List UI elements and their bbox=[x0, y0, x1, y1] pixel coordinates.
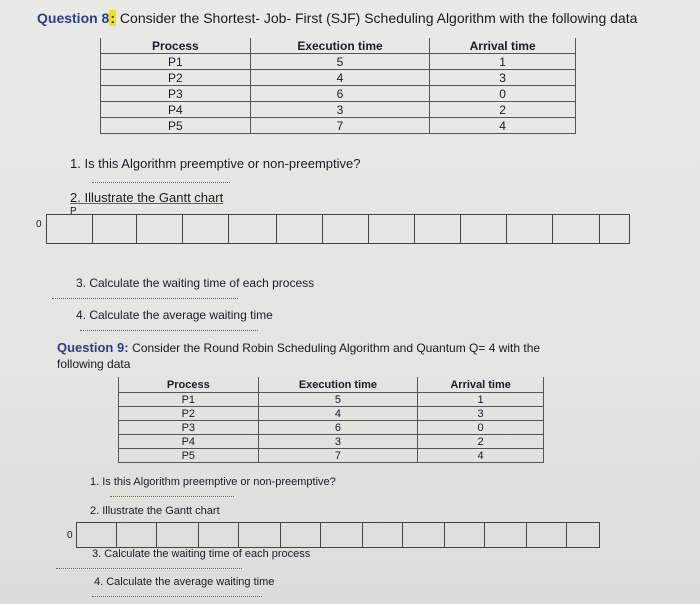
q9-cell: 6 bbox=[258, 421, 418, 435]
table-row bbox=[119, 449, 544, 463]
q8-item-4: 4. Calculate the average waiting time bbox=[76, 308, 273, 322]
q9-cell: P5 bbox=[119, 449, 259, 463]
gantt-cell bbox=[199, 523, 239, 547]
q8-cell: P1 bbox=[101, 54, 251, 70]
answer-line bbox=[52, 298, 238, 299]
gantt-cell bbox=[239, 523, 281, 547]
gantt-cell bbox=[445, 523, 485, 547]
gantt-cell bbox=[363, 523, 403, 547]
q9-label: Question 9 bbox=[57, 340, 125, 355]
q9-item-2: 2. Illustrate the Gantt chart bbox=[90, 505, 220, 517]
q8-cell: P5 bbox=[101, 118, 251, 134]
gantt-cell bbox=[229, 215, 277, 243]
q9-item-4: 4. Calculate the average waiting time bbox=[94, 576, 275, 588]
table-row bbox=[101, 54, 576, 70]
q9-gantt-chart bbox=[76, 522, 600, 548]
q8-cell: P4 bbox=[101, 102, 251, 118]
answer-line bbox=[92, 596, 262, 597]
q8-header-arrival: Arrival time bbox=[430, 38, 576, 54]
gantt-cell bbox=[600, 215, 629, 243]
q9-table bbox=[118, 377, 544, 463]
q8-cell: 0 bbox=[430, 86, 576, 102]
q9-cell: 2 bbox=[418, 435, 544, 449]
q8-gantt-zero: 0 bbox=[36, 219, 42, 230]
q8-text: Consider the Shortest- Job- First (SJF) Scheduling Algorithm with the following data bbox=[119, 10, 638, 26]
q9-colon: : bbox=[124, 340, 129, 355]
q8-item-3: 3. Calculate the waiting time of each process bbox=[76, 276, 315, 290]
q9-cell: 7 bbox=[258, 449, 418, 463]
gantt-cell bbox=[93, 215, 137, 243]
gantt-cell bbox=[415, 215, 461, 243]
gantt-cell bbox=[485, 523, 527, 547]
q8-cell: P3 bbox=[101, 86, 251, 102]
gantt-cell bbox=[277, 215, 323, 243]
gantt-cell bbox=[281, 523, 321, 547]
gantt-cell bbox=[183, 215, 229, 243]
table-row bbox=[101, 118, 576, 134]
q9-text: Consider the Round Robin Scheduling Algorithm and Quantum Q= 4 with the bbox=[132, 341, 541, 355]
q8-table bbox=[100, 38, 576, 134]
q8-header-process: Process bbox=[101, 38, 251, 54]
q9-cell: 4 bbox=[418, 449, 544, 463]
q9-cell: 0 bbox=[418, 421, 544, 435]
q9-cell: 5 bbox=[258, 393, 418, 407]
table-row bbox=[101, 102, 576, 118]
gantt-cell bbox=[323, 215, 369, 243]
q9-cell: 1 bbox=[418, 393, 544, 407]
q9-cell: P4 bbox=[119, 435, 259, 449]
gantt-cell bbox=[461, 215, 507, 243]
table-row bbox=[101, 70, 576, 86]
answer-line bbox=[80, 330, 258, 331]
answer-line bbox=[56, 568, 242, 569]
q9-title bbox=[57, 340, 540, 355]
q8-cell: P2 bbox=[101, 70, 251, 86]
gantt-cell bbox=[157, 523, 199, 547]
q9-cell: 3 bbox=[258, 435, 418, 449]
q9-cell: P3 bbox=[119, 421, 259, 435]
table-row bbox=[101, 86, 576, 102]
gantt-cell bbox=[137, 215, 183, 243]
gantt-cell bbox=[567, 523, 599, 547]
q8-cell: 4 bbox=[250, 70, 430, 86]
table-row bbox=[119, 393, 544, 407]
q8-cell: 4 bbox=[430, 118, 576, 134]
q9-item-1: 1. Is this Algorithm preemptive or non-preemptive? bbox=[90, 476, 336, 488]
q9-cell: 3 bbox=[418, 407, 544, 421]
gantt-cell bbox=[507, 215, 553, 243]
q9-item-3: 3. Calculate the waiting time of each process bbox=[92, 548, 311, 560]
table-row bbox=[119, 421, 544, 435]
table-row bbox=[119, 407, 544, 421]
q8-gantt-top-label: P bbox=[70, 206, 77, 217]
q8-item-2: 2. Illustrate the Gantt chart bbox=[70, 190, 224, 205]
q8-item-1: 1. Is this Algorithm preemptive or non-preemptive? bbox=[70, 156, 361, 171]
q8-header-exec: Execution time bbox=[250, 38, 430, 54]
gantt-cell bbox=[527, 523, 567, 547]
q8-title bbox=[37, 10, 637, 26]
gantt-cell bbox=[369, 215, 415, 243]
q9-gantt-zero: 0 bbox=[67, 530, 73, 541]
q9-cell: P2 bbox=[119, 407, 259, 421]
q8-cell: 1 bbox=[430, 54, 576, 70]
q8-cell: 5 bbox=[250, 54, 430, 70]
q8-gantt-chart bbox=[46, 214, 630, 244]
gantt-cell bbox=[553, 215, 600, 243]
gantt-cell bbox=[321, 523, 363, 547]
q8-cell: 3 bbox=[250, 102, 430, 118]
q8-cell: 6 bbox=[250, 86, 430, 102]
q9-header-exec: Execution time bbox=[258, 377, 418, 393]
table-row bbox=[119, 435, 544, 449]
answer-line bbox=[92, 182, 230, 183]
gantt-cell bbox=[47, 215, 93, 243]
q9-header-process: Process bbox=[119, 377, 259, 393]
gantt-cell bbox=[77, 523, 117, 547]
q8-cell: 7 bbox=[250, 118, 430, 134]
q9-header-arrival: Arrival time bbox=[418, 377, 544, 393]
q9-cell: 4 bbox=[258, 407, 418, 421]
gantt-cell bbox=[403, 523, 445, 547]
gantt-cell bbox=[117, 523, 157, 547]
q9-text-2: following data bbox=[57, 357, 131, 371]
q9-cell: P1 bbox=[119, 393, 259, 407]
q8-label: Question 8 bbox=[37, 10, 110, 26]
q8-cell: 3 bbox=[430, 70, 576, 86]
q8-cell: 2 bbox=[430, 102, 576, 118]
q8-colon: : bbox=[110, 10, 116, 26]
answer-line bbox=[110, 496, 234, 497]
